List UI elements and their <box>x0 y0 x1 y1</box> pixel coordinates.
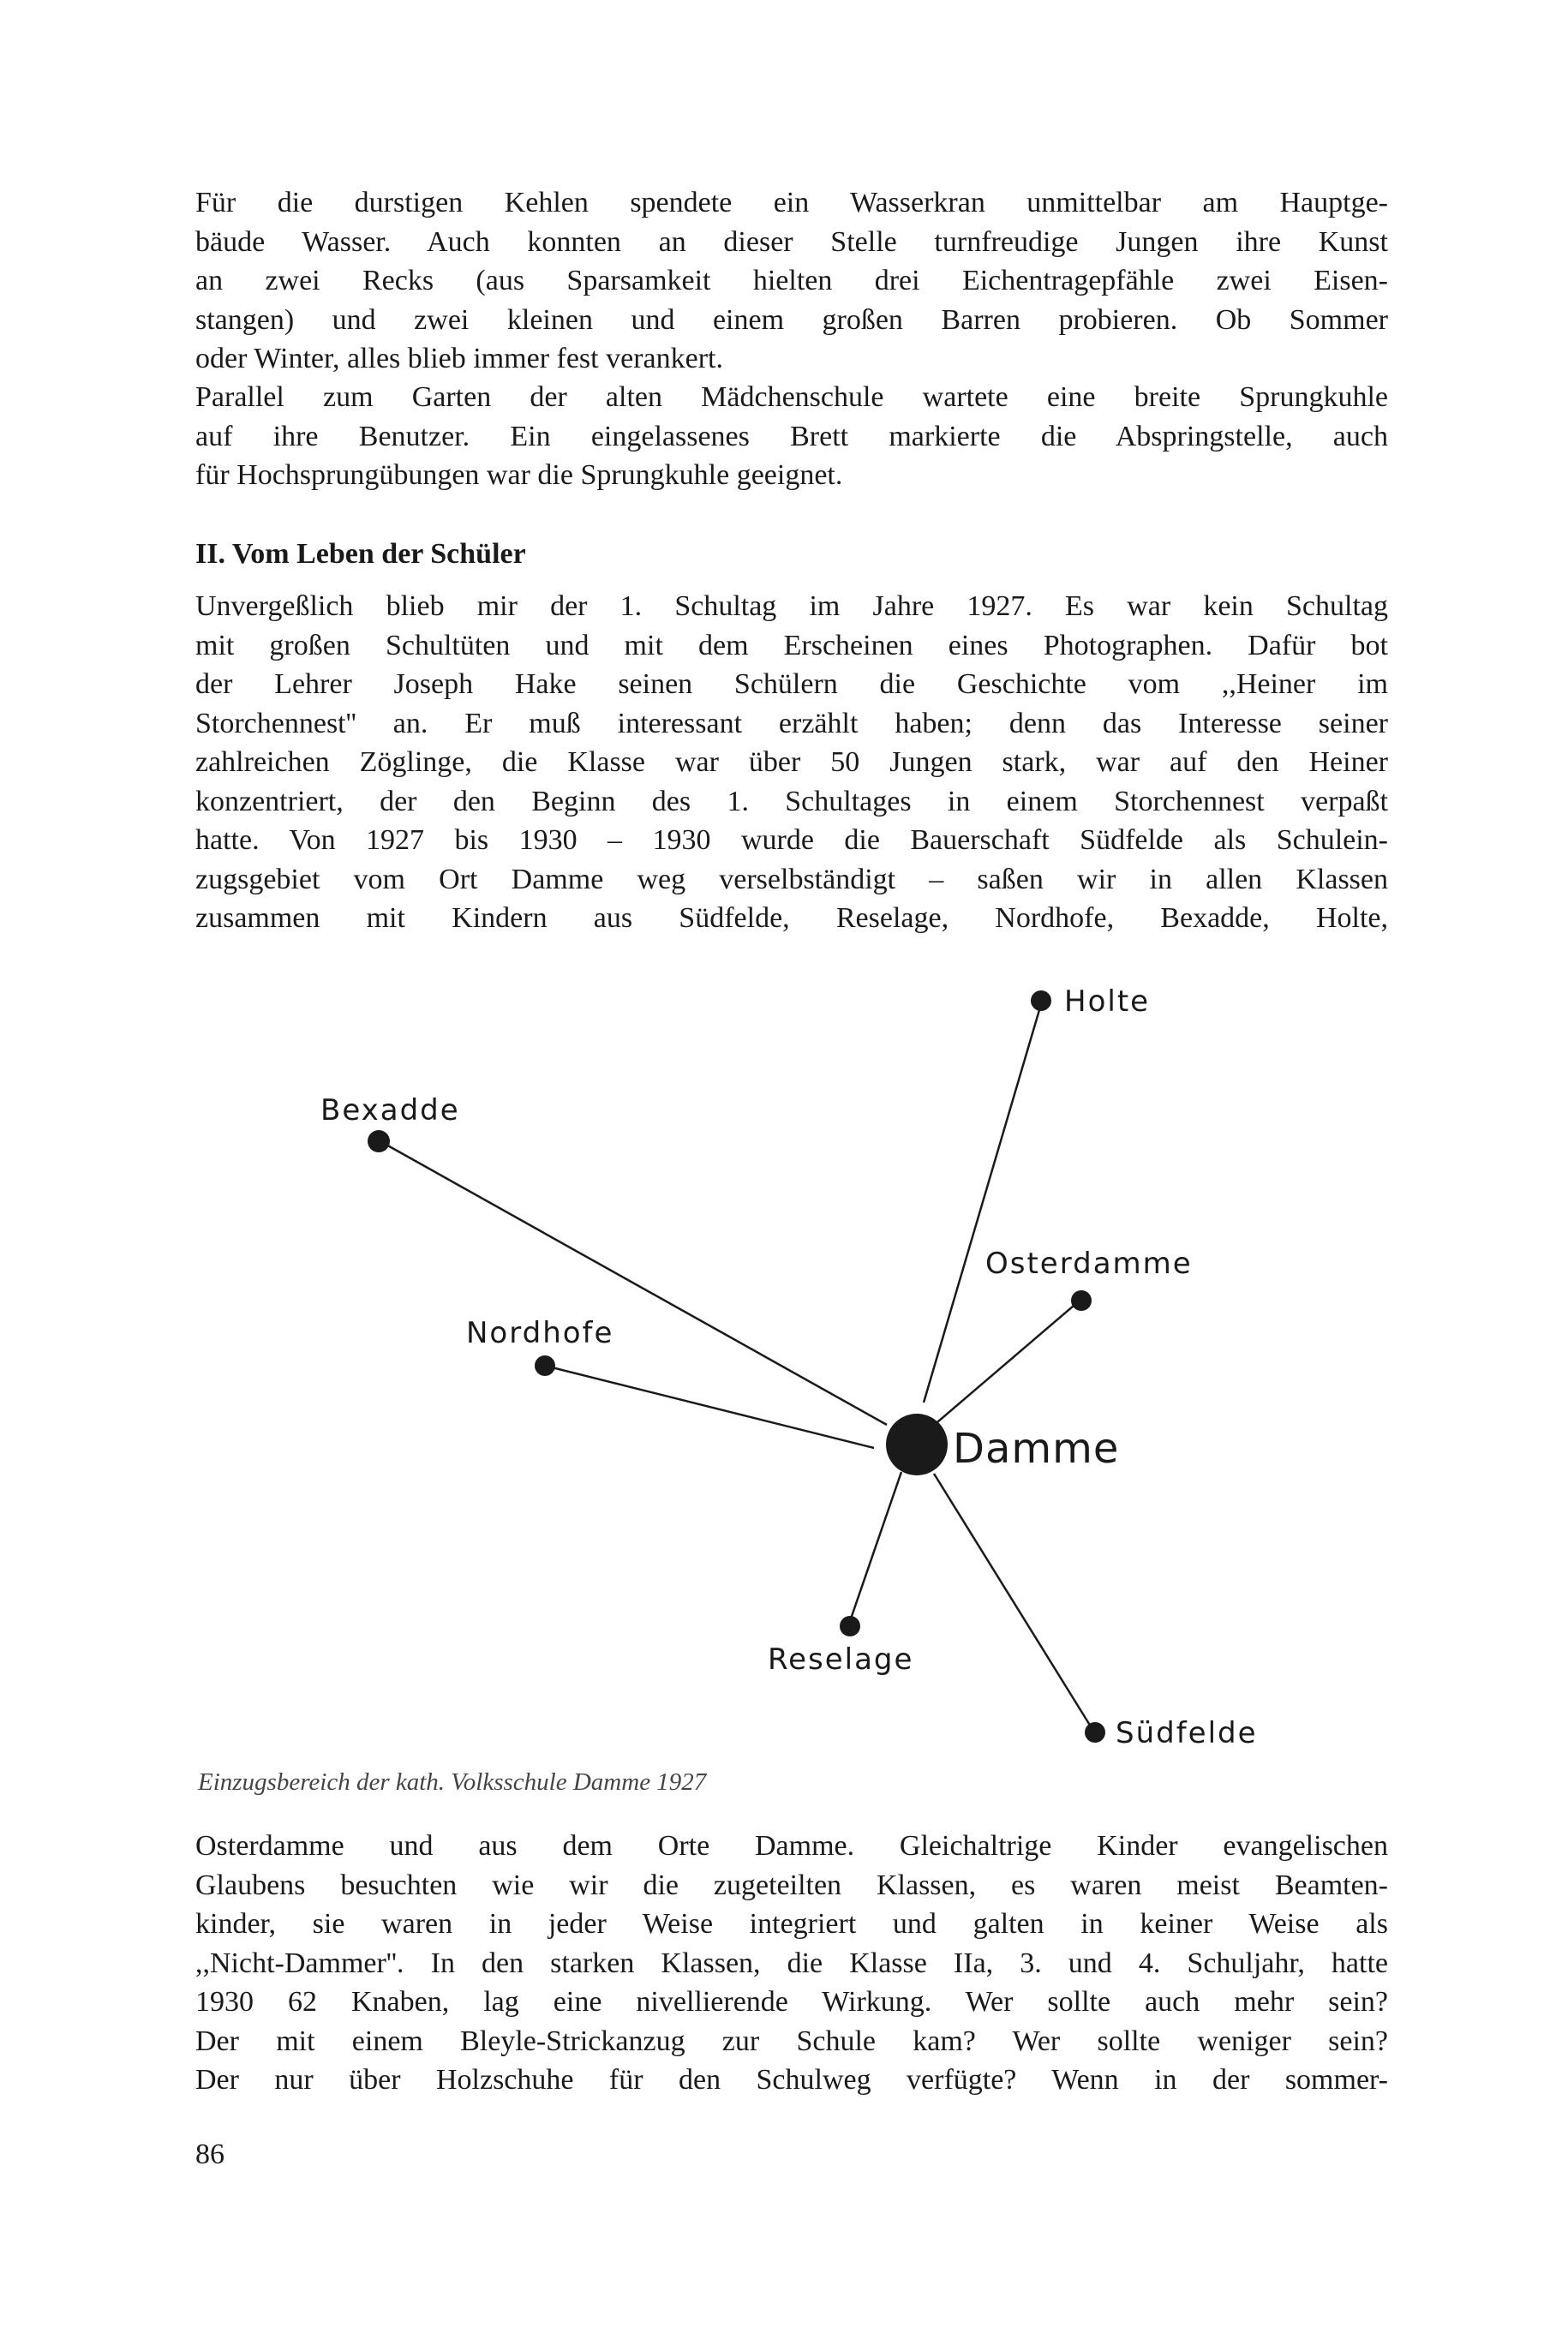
text-line: Der nur über Holzschuhe für den Schulweg verfügte? Wenn in der sommer- <box>195 2064 1388 2096</box>
paragraph-osterdamme <box>195 1827 1388 2100</box>
spoke-reselage <box>848 1472 901 1626</box>
page-number: 86 <box>195 2139 224 2170</box>
section-heading: II. Vom Leben der Schüler <box>195 538 526 570</box>
dot-osterdamme <box>1071 1290 1092 1311</box>
text-line: Glaubens besuchten wie wir die zugeteilten Klassen, es waren meist Beamten- <box>195 1869 1388 1901</box>
text-line: der Lehrer Joseph Hake seinen Schülern die Geschichte vom ,,Heiner im <box>195 668 1388 700</box>
text-line: Unvergeßlich blieb mir der 1. Schultag im Jahre 1927. Es war kein Schultag <box>195 590 1388 622</box>
text-line: Für die durstigen Kehlen spendete ein Wasserkran unmittelbar am Hauptge- <box>195 187 1388 218</box>
label-bexadde: Bexadde <box>320 1093 460 1128</box>
label-damme: Damme <box>953 1425 1120 1473</box>
text-line: an zwei Recks (aus Sparsamkeit hielten drei Eichentragepfähle zwei Eisen- <box>195 265 1388 296</box>
text-line: oder Winter, alles blieb immer fest verankert. <box>195 343 723 374</box>
text-line: auf ihre Benutzer. Ein eingelassenes Brett markierte die Abspringstelle, auch <box>195 420 1388 452</box>
label-osterdamme: Osterdamme <box>985 1247 1193 1281</box>
text-line: ,,Nicht-Dammer''. In den starken Klassen, die Klasse IIa, 3. und 4. Schuljahr, hatte <box>195 1947 1388 1979</box>
text-line: für Hochsprungübungen war die Sprungkuhle geeignet. <box>195 459 843 491</box>
dot-bexadde <box>368 1130 390 1152</box>
text-line: 1930 62 Knaben, lag eine nivellierende Wirkung. Wer sollte auch mehr sein? <box>195 1986 1388 2018</box>
dot-suedfelde <box>1085 1722 1105 1743</box>
text-line: Der mit einem Bleyle-Strickanzug zur Schule kam? Wer sollte weniger sein? <box>195 2025 1388 2057</box>
text-line: zahlreichen Zöglinge, die Klasse war über 50 Jungen stark, war auf den Heiner <box>195 746 1388 778</box>
text-line: hatte. Von 1927 bis 1930 – 1930 wurde die Bauerschaft Südfelde als Schulein- <box>195 824 1388 856</box>
text-line: zusammen mit Kindern aus Südfelde, Reselage, Nordhofe, Bexadde, Holte, <box>195 902 1388 934</box>
text-line: konzentriert, der den Beginn des 1. Schultages in einem Storchennest verpaßt <box>195 785 1388 817</box>
dot-holte <box>1031 990 1051 1011</box>
text-line: stangen) und zwei kleinen und einem großen Barren probieren. Ob Sommer <box>195 303 1388 336</box>
spoke-suedfelde <box>934 1474 1093 1731</box>
label-holte: Holte <box>1064 984 1151 1019</box>
figure-caption: Einzugsbereich der kath. Volksschule Damme 1927 <box>198 1768 707 1796</box>
spoke-holte <box>924 1004 1041 1403</box>
dot-damme <box>886 1414 948 1475</box>
label-suedfelde: Südfelde <box>1116 1716 1258 1750</box>
text-line: bäude Wasser. Auch konnten an dieser Stelle turnfreudige Jungen ihre Kunst <box>195 225 1388 258</box>
text-line: Storchennest'' an. Er muß interessant erzählt haben; denn das Interesse seiner <box>195 707 1388 739</box>
text-line: Parallel zum Garten der alten Mädchenschule wartete eine breite Sprungkuhle <box>195 381 1388 413</box>
text-line: zugsgebiet vom Ort Damme weg verselbständigt – saßen wir in allen Klassen <box>195 863 1388 895</box>
dot-reselage <box>840 1616 860 1636</box>
dot-nordhofe <box>535 1355 555 1376</box>
text-line: Osterdamme und aus dem Orte Damme. Gleichaltrige Kinder evangelischen <box>195 1830 1388 1862</box>
spoke-osterdamme <box>932 1301 1080 1427</box>
text-line: mit großen Schultüten und mit dem Erscheinen eines Photographen. Dafür bot <box>195 629 1388 661</box>
text-line: kinder, sie waren in jeder Weise integriert und galten in keiner Weise als <box>195 1908 1388 1940</box>
label-reselage: Reselage <box>768 1642 914 1677</box>
label-nordhofe: Nordhofe <box>466 1316 614 1350</box>
spoke-nordhofe <box>545 1366 874 1448</box>
spoke-bexadde <box>377 1140 887 1425</box>
